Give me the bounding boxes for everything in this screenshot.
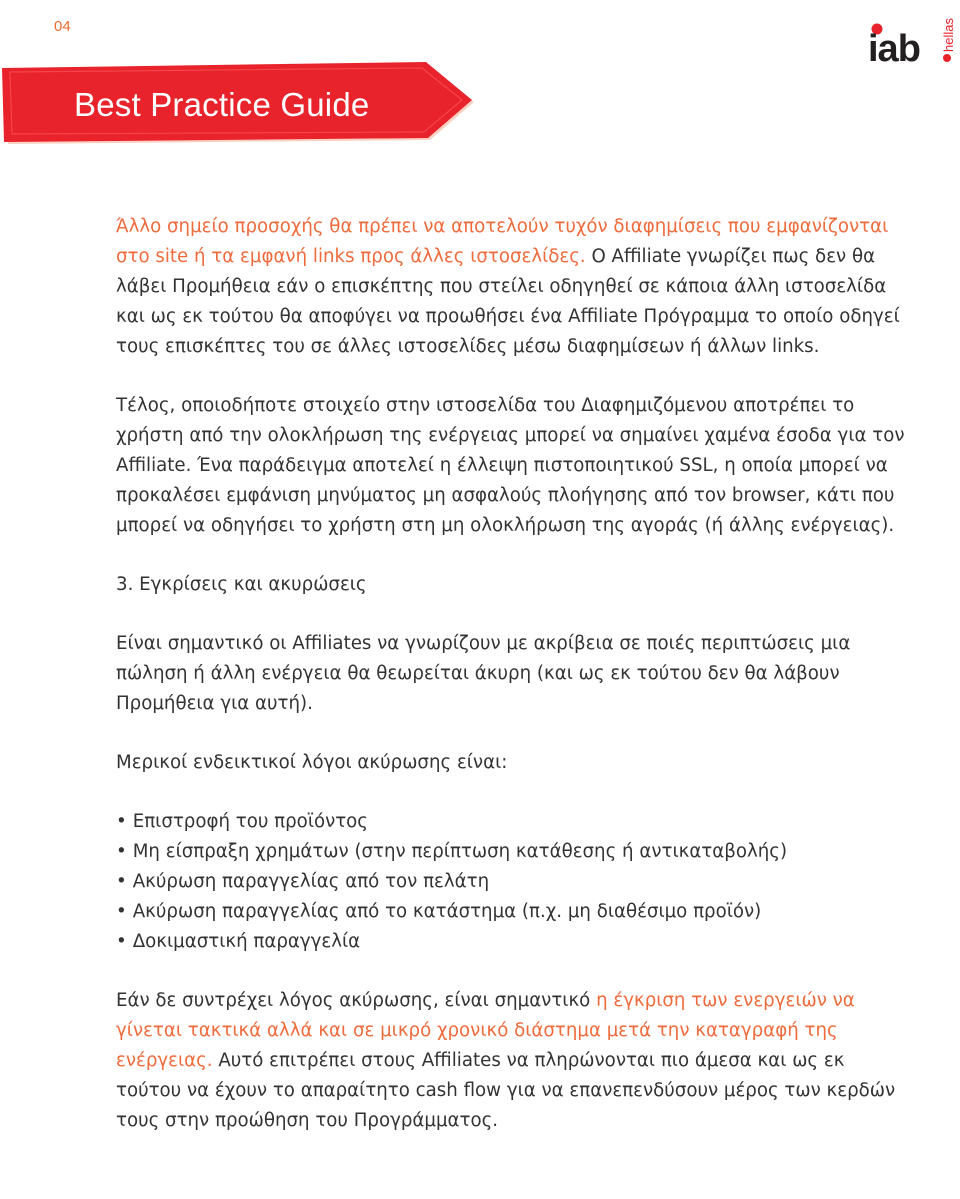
list-item: • Επιστροφή του προϊόντος [116,807,906,837]
logo-subtext-dot [943,54,951,62]
paragraph-text: Εάν δε συντρέχει λόγος ακύρωσης, είναι σημαντικό [116,990,597,1011]
highlighted-text: Άλλο σημείο προσοχής θα πρέπει να αποτελούν τυχόν διαφημίσεις που εμφανίζονται στο site ή τα εμφανή links προς άλλες ιστοσελίδες. [116,216,889,267]
list-item: • Μη είσπραξη χρημάτων (στην περίπτωση κατάθεσης ή αντικαταβολής) [116,837,906,867]
section-heading: 3. Εγκρίσεις και ακυρώσεις [116,574,367,595]
paragraph-ads-links [116,212,906,362]
logo-subtext: hellas [941,18,956,52]
paragraph-text: Αυτό επιτρέπει στους Affiliates να πληρώνονται πιο άμεσα και ως εκ τούτου να έχουν το απαραίτητο cash flow για να επανεπενδύσουν μέρος των κερδών τους στην προώθηση του Προγράμματος. [116,1050,896,1131]
main-content [116,212,906,1165]
iab-hellas-logo [866,4,960,66]
paragraph-approvals: Είναι σημαντικό οι Affiliates να γνωρίζουν με ακρίβεια σε ποιές περιπτώσεις μια πώληση ή άλλη ενέργεια θα θεωρείται άκυρη (και ως εκ τούτου δεν θα λάβουν Προμήθεια για αυτή). [116,633,851,714]
highlighted-text: η έγκριση των ενεργειών να γίνεται τακτικά αλλά και σε μικρό χρονικό διάστημα μετά την καταγραφή της ενέργειας. [116,990,855,1071]
paragraph-approval-timing [116,986,906,1136]
list-item: • Ακύρωση παραγγελίας από το κατάστημα (π.χ. μη διαθέσιμο προϊόν) [116,897,906,927]
page-title: Best Practice Guide [74,86,370,123]
list-item: • Δοκιμαστική παραγγελία [116,927,906,957]
page-number: 04 [54,18,71,35]
list-item: • Ακύρωση παραγγελίας από τον πελάτη [116,867,906,897]
paragraph-text: Ο Affiliate γνωρίζει πως δεν θα λάβει Προμήθεια εάν ο επισκέπτης που στείλει οδηγηθεί σε κάποια άλλη ιστοσελίδα και ως εκ τούτου θα αποφύγει να προωθήσει ένα Affiliate Πρόγραμμα το οποίο οδηγεί τους επισκέπτες του σε άλλες ιστοσελίδες μέσω διαφημίσεων ή άλλων links. [116,246,900,357]
cancellation-reasons-list [116,807,906,957]
paragraph-ssl: Τέλος, οποιοδήποτε στοιχείο στην ιστοσελίδα του Διαφημιζόμενου αποτρέπει το χρήστη από την ολοκλήρωση της ενέργειας μπορεί να σημαίνει χαμένα έσοδα για τον Affiliate. Ένα παράδειγμα αποτελεί η έλλειψη πιστοποιητικού SSL, η οποία μπορεί να προκαλέσει εμφάνιση μηνύματος μη ασφαλούς πλοήγησης από τον browser, κάτι που μπορεί να οδηγήσει το χρήστη στη μη ολοκλήρωση της αγοράς (ή άλλης ενέργειας). [116,395,905,536]
logo-text: iab [868,28,920,66]
paragraph-reasons-intro: Μερικοί ενδεικτικοί λόγοι ακύρωσης είναι: [116,752,508,773]
